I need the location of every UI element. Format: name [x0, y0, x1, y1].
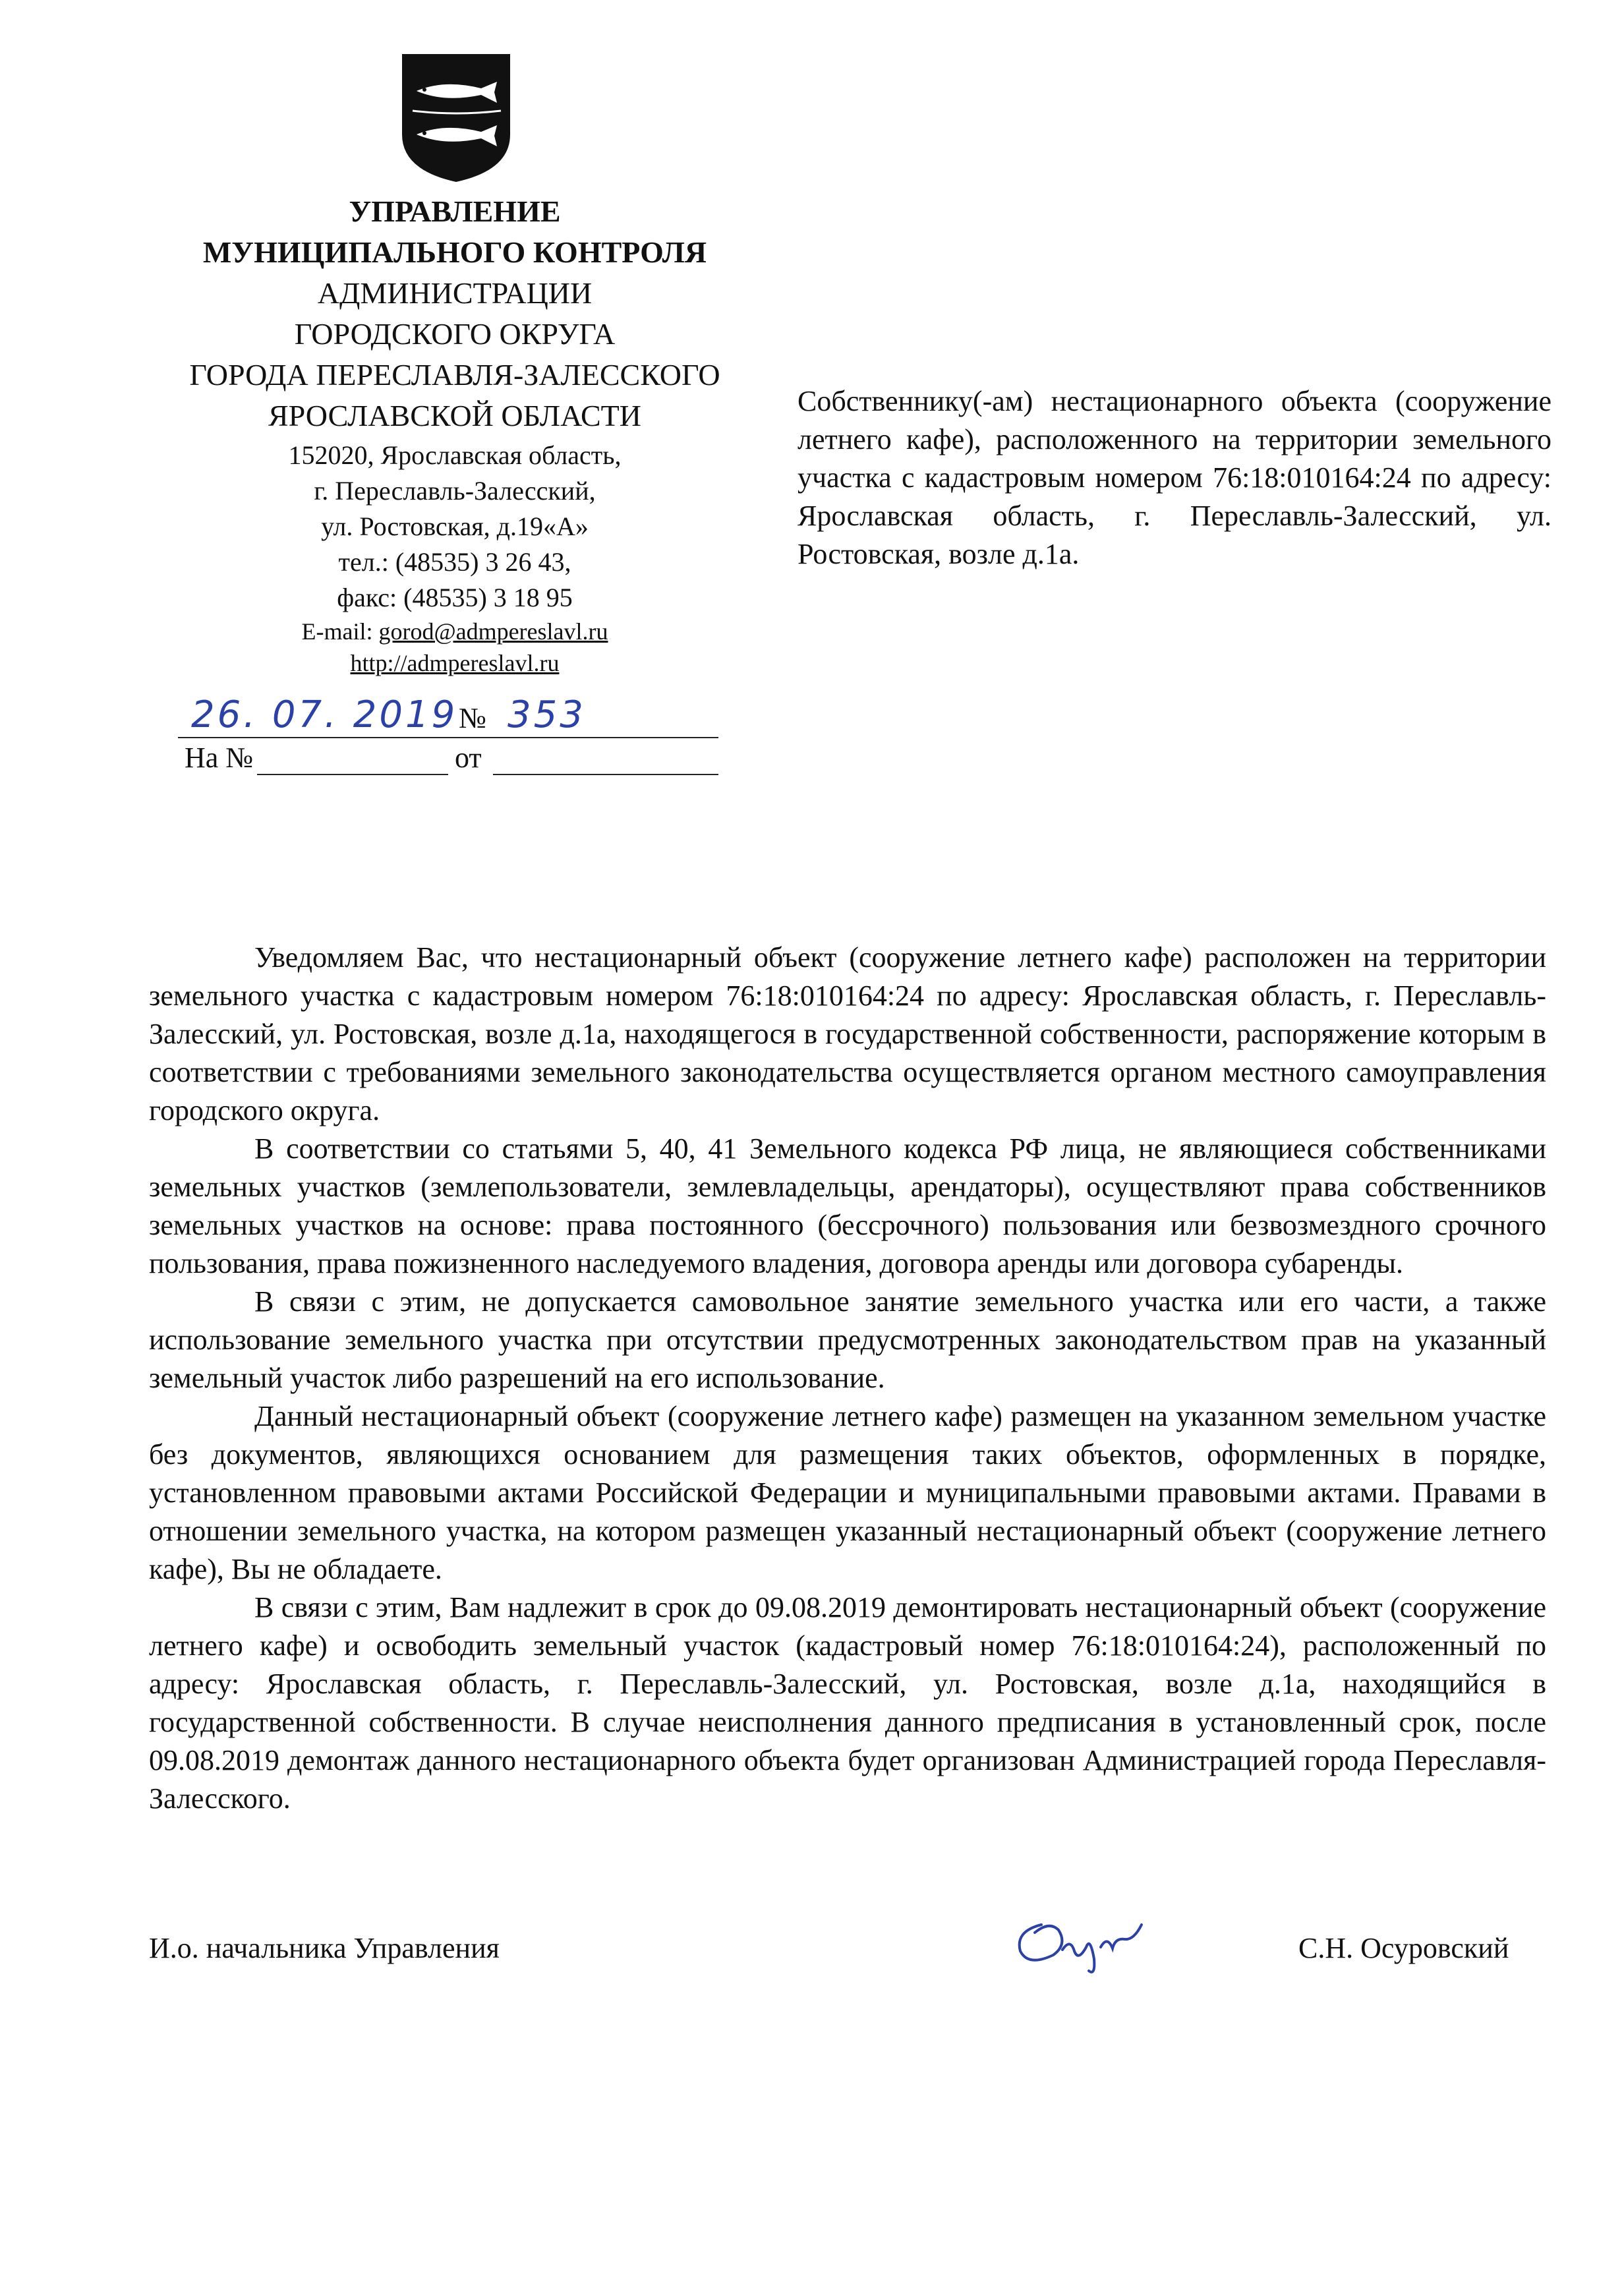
organization-address — [165, 438, 745, 679]
org-line: УПРАВЛЕНИЕ — [349, 194, 561, 228]
website-link[interactable]: http://admpereslavl.ru — [350, 650, 560, 676]
date-number-row — [178, 693, 732, 741]
address-line: 152020, Ярославская область, — [288, 440, 622, 470]
org-line: АДМИНИСТРАЦИИ — [317, 276, 593, 310]
handwritten-number: 353 — [508, 693, 586, 736]
body-paragraph: В связи с этим, не допускается самовольное занятие земельного участка или его части, а также использование земельного участка при отсутствии предусмотренных законодательством прав на указанный земельный участок либо разрешений на его использование. — [149, 1285, 1546, 1394]
email-label: E-mail: — [301, 618, 379, 645]
ref-label: На № — [185, 742, 254, 774]
phone-line: тел.: (48535) 3 26 43, — [338, 547, 571, 577]
recipient-address: Собственнику(-ам) нестационарного объекта (сооружение летнего кафе), расположенного на территории земельного участка с кадастровым номером 76:18:010164:24 по адресу: Ярославская область, г. Переславль-Залесский, ул. Ростовская, возле д.1а. — [798, 385, 1552, 570]
handwritten-signature — [1002, 1898, 1153, 1977]
signatory-position: И.о. начальника Управления — [149, 1932, 500, 1964]
body-paragraph: Данный нестационарный объект (сооружение летнего кафе) размещен на указанном земельном участке без документов, являющихся основанием для размещения таких объектов, оформленных в порядке, установленном правовыми актами Российской Федерации и муниципальными правовыми актами. Правами в отношении земельного участка, на котором размещен указанный нестационарный объект (сооружение летнего кафе), Вы не обладаете. — [149, 1400, 1546, 1585]
address-line: ул. Ростовская, д.19«А» — [321, 511, 589, 541]
handwritten-date: 26. 07. 2019 — [191, 693, 458, 736]
letter-body — [149, 939, 1546, 1818]
number-label: № — [459, 702, 486, 734]
signatory-name: С.Н. Осуровский — [1298, 1932, 1509, 1964]
email-link[interactable]: gorod@admpereslavl.ru — [378, 618, 608, 645]
coat-of-arms-emblem — [398, 50, 514, 186]
org-line: ГОРОДА ПЕРЕСЛАВЛЯ-ЗАЛЕССКОГО — [189, 358, 720, 392]
organization-name — [99, 191, 811, 436]
body-paragraph: В связи с этим, Вам надлежит в срок до 09.08.2019 демонтировать нестационарный объект (сооружение летнего кафе) и освободить земельный участок (кадастровый номер 76:18:010164:24), расположенный по адресу: Ярославская область, г. Переславль-Залесский, ул. Ростовская, возле д.1а, находящийся в государственной собственности. В случае неисполнения данного предписания в установленный срок, после 09.08.2019 демонтаж данного нестационарного объекта будет организован Администрацией города Переславля-Залесского. — [149, 1591, 1546, 1815]
org-line: ГОРОДСКОГО ОКРУГА — [294, 317, 616, 351]
from-label: от — [455, 742, 482, 774]
org-line: МУНИЦИПАЛЬНОГО КОНТРОЛЯ — [202, 235, 707, 269]
address-line: г. Переславль-Залесский, — [314, 476, 596, 506]
fax-line: факс: (48535) 3 18 95 — [337, 583, 573, 612]
body-paragraph: Уведомляем Вас, что нестационарный объект (сооружение летнего кафе) расположен на территории земельного участка с кадастровым номером 76:18:010164:24 по адресу: Ярославская область, г. Переславль-Залесский, ул. Ростовская, возле д.1а, находящегося в государственной собственности, распоряжение которым в соответствии с требованиями земельного законодательства осуществляется органом местного самоуправления городского округа. — [149, 941, 1546, 1126]
body-paragraph: В соответствии со статьями 5, 40, 41 Земельного кодекса РФ лица, не являющиеся собственниками земельных участков (землепользователи, землевладельцы, арендаторы), осуществляют права собственников земельных участков на основе: права постоянного (бессрочного) пользования или безвозмездного срочного пользования, права пожизненного наследуемого владения, договора аренды или договора субаренды. — [149, 1132, 1546, 1279]
org-line: ЯРОСЛАВСКОЙ ОБЛАСТИ — [268, 399, 641, 432]
email-line — [165, 616, 745, 647]
registration-block — [178, 693, 732, 783]
reference-row — [178, 741, 732, 783]
